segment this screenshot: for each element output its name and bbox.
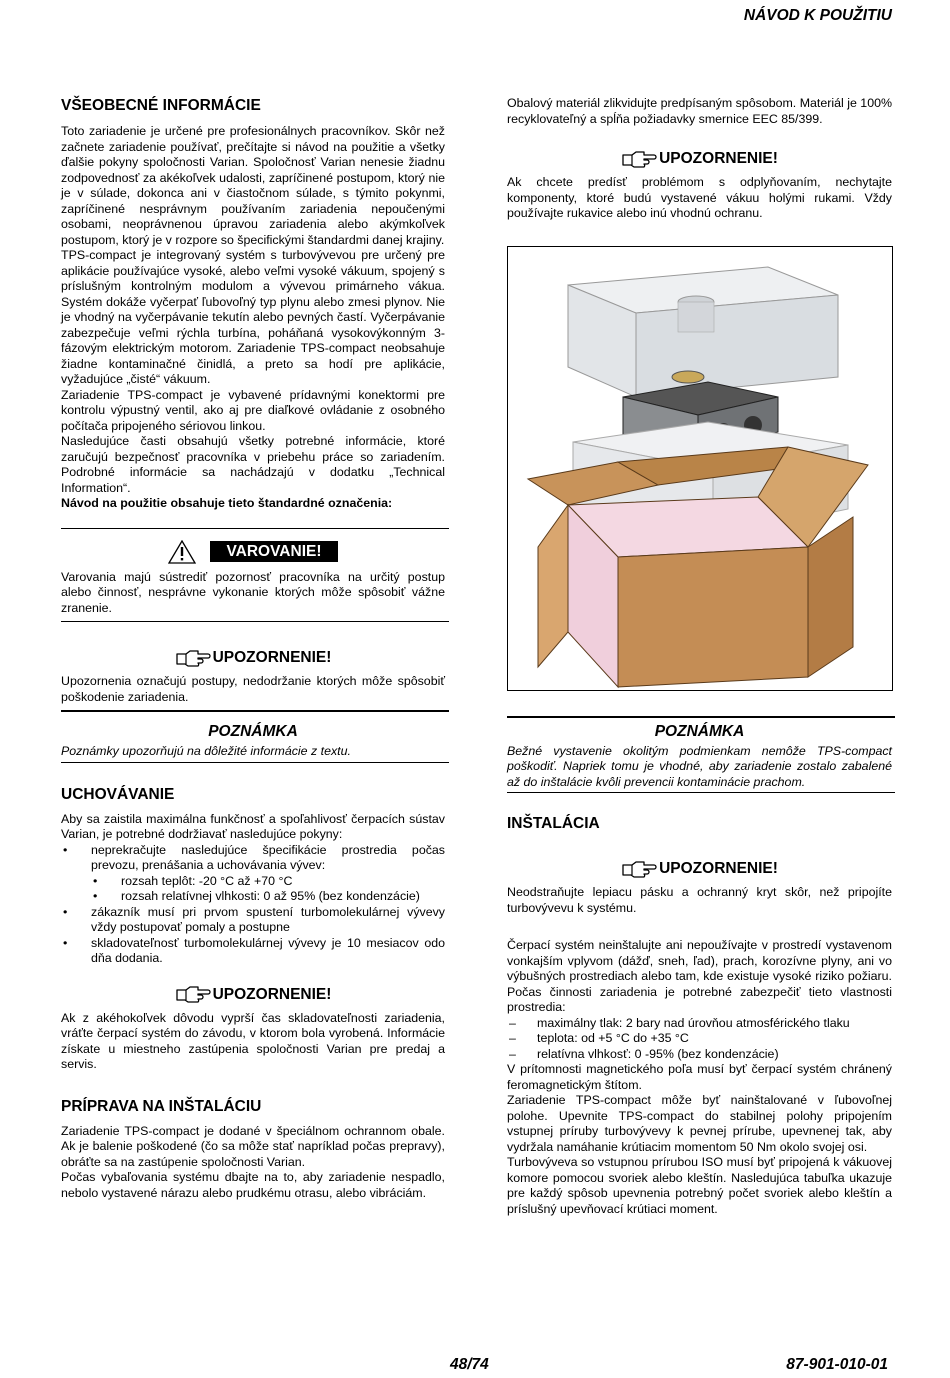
storage-bullet-1-text: neprekračujte nasledujúce špecifikácie prostredia počas prevozu, prenášania a uchovávania vývev:	[91, 842, 445, 872]
environment-item-pressure: – maximálny tlak: 2 bary nad úrovňou atmosférického tlaku	[507, 1016, 892, 1032]
storage-bullet-1	[61, 843, 445, 905]
warning-title-row	[61, 540, 445, 564]
caution-3-title: UPOZORNENIE!	[659, 150, 778, 167]
caution-3-title-row	[507, 149, 892, 168]
general-info-paragraph-4: Nasledujúce časti obsahujú všetky potrebné informácie, ktoré zaručujú bezpečnosť pracovníka v priebehu práce so zariadením. Podrobné informácie sa nachádzajú v dodatku „Technical Information“.	[61, 434, 445, 495]
note-2-title: POZNÁMKA	[654, 722, 745, 740]
note-1-text: Poznámky upozorňujú na dôležité informácie z textu.	[61, 744, 351, 758]
caution-1-title-row	[61, 648, 445, 667]
caution-1-text: Upozornenia označujú postupy, nedodržanie ktorých môže spôsobiť poškodenie zariadenia.	[61, 674, 445, 704]
storage-intro: Aby sa zaistila maximálna funkčnosť a spoľahlivosť čerpacích sústav Varian, je potrebné dodržiavať nasledujúce pokyny:	[61, 811, 445, 841]
document-code: 87-901-010-01	[786, 1356, 888, 1373]
caution-2-title: UPOZORNENIE!	[212, 985, 332, 1003]
storage-bullet-2: • zákazník musí pri prvom spustení turbomolekulárnej vývevy vždy postupovať pomaly a postupne	[61, 905, 445, 936]
general-info-heading: VŠEOBECNÉ INFORMÁCIE	[61, 97, 261, 114]
pump-box-illustration-image	[508, 247, 892, 690]
environment-requirements-list	[507, 1016, 892, 1063]
installation-heading: INŠTALÁCIA	[507, 815, 600, 832]
preparation-paragraph-2: Počas vybaľovania systému dbajte na to, aby zariadenie nespadlo, nebolo vystavené nárazu alebo prudkému otrasu, alebo vibráciám.	[61, 1170, 445, 1200]
general-info-paragraph-3: Zariadenie TPS-compact je vybavené prídavnými konektormi pre kontrolu výpustný ventil, ako aj pre diaľkové ovládanie z osobného počítača pripojeného sériovou linkou.	[61, 387, 445, 433]
pointing-hand-icon	[621, 860, 657, 878]
caution-4-title: UPOZORNENIE!	[659, 860, 778, 877]
caution-3-text: Ak chcete predísť problémom s odplyňovaním, nechytajte komponenty, ktoré budú vystavené vákuu holými rukami. Vždy používajte rukavice alebo inú vhodnú ochranu.	[507, 175, 892, 220]
document-header-title: NÁVOD K POUŽITIU	[743, 7, 892, 24]
storage-sublist	[91, 874, 445, 905]
general-info-paragraph-1: Toto zariadenie je určené pre profesionálnych pracovníkov. Skôr než začnete zariadenie používať, prečítajte si návod na použitie a všetky ďalšie pokyny spoločnosti Varian. Spoločnosť Varian nenesie žiadnu zodpovednosť za akékoľvek udalosti, zapríčinené postupom, ktorý nie je v súlade, dokonca ani v čiastočnom súlade, s týmito pokynmi, zapríčinené nesprávnym používaním zariadenia nepoučenými osobami, neoprávnenou úpravou zariadenia alebo akýmkoľvek postupom, ktorý je v rozpore so špecifickými štandardmi danej krajiny.	[61, 124, 445, 247]
note-2-top-rule	[507, 716, 895, 718]
environment-paragraph-3: Zariadenie TPS-compact môže byť nainštalované v ľubovoľnej polohe. Upevnite TPS-compact do stabilnej polohy pripojením vstupnej príruby turbovývevy k pevnej prírube, upevnenej tak, aby vydržala namáhanie krútiacim momentom 50 Nm okolo svojej osi.	[507, 1093, 892, 1154]
environment-item-temperature: – teplota: od +5 °C do +35 °C	[507, 1031, 892, 1047]
environment-paragraph-2: V prítomnosti magnetického poľa musí byť čerpací systém chránený feromagnetickým štítom.	[507, 1062, 892, 1092]
warning-text: Varovania majú sústrediť pozornosť pracovníka na určitý postup alebo činnosť, nesprávne vykonanie ktorých môže spôsobiť vážne zranenie.	[61, 569, 445, 615]
note-1-bottom-rule	[61, 762, 449, 763]
pointing-hand-icon	[175, 985, 211, 1003]
right-column	[507, 96, 892, 1217]
caution-2-text: Ak z akéhokoľvek dôvodu vyprší čas skladovateľnosti zariadenia, vráťte čerpací systém do závodu, v ktorom bola vyrobená. Informácie získate u miestneho zastúpenia spoločnosti Varian pre predaj a servis.	[61, 1010, 445, 1071]
packaging-disposal-text: Obalový materiál zlikvidujte predpísaným spôsobom. Materiál je 100% recyklovateľný a spĺňa požiadavky smernice EEC 85/399.	[507, 96, 892, 126]
storage-bullet-3: • skladovateľnosť turbomolekulárnej vývevy je 10 mesiacov odo dňa dodania.	[61, 936, 445, 967]
storage-sub-bullet-1: • rozsah teplôt: -20 °C až +70 °C	[91, 874, 445, 890]
preparation-heading: PRÍPRAVA NA INŠTALÁCIU	[61, 1097, 262, 1115]
storage-sub-bullet-2: • rozsah relatívnej vlhkosti: 0 až 95% (bez kondenzácie)	[91, 889, 445, 905]
note-2-bottom-rule	[507, 792, 895, 793]
page-number: 48/74	[450, 1356, 489, 1373]
warning-triangle-icon	[168, 540, 196, 564]
caution-4-text: Neodstraňujte lepiacu pásku a ochranný kryt skôr, než pripojíte turbovývevu k systému.	[507, 885, 892, 915]
environment-paragraph-1: Čerpací systém neinštalujte ani nepoužívajte v prostredí vystavenom vonkajším vplyvom (dážď, sneh, ľad), prach, korozívne plyny, ani vo výbušných prostrediach alebo tam, kde existuje vysoké riziko požiaru. Počas činnosti zariadenia je potrebné zabezpečiť tieto vlastnosti prostredia:	[507, 938, 892, 1014]
preparation-paragraph-1: Zariadenie TPS-compact je dodané v špeciálnom ochrannom obale. Ak je balenie poškodené (čo sa môže stať napríklad počas prepravy), obráťte sa na zastúpenie spoločnosti Varian.	[61, 1123, 445, 1169]
general-info-paragraph-2: TPS-compact je integrovaný systém s turbovývevou pre určený pre aplikácie používajúce vysoké, alebo veľmi vysoké vákuum, spojený s príslušným kontrolným modulom a vývevou primárneho vákua. Systém dokáže vyčerpať ľubovoľný typ plynu alebo zmesi plynov. Nie je vhodný na vyčerpávanie tekutín alebo pevných častí. Vyčerpávanie zabezpečuje veľmi rýchla turbína, poháňaná vysokovýkonným 3-fázovým elektrickým motorom. Zariadenie TPS-compact neobsahuje žiadne kontaminačné činidlá, a preto sa hodí pre aplikácie, vyžadujúce „čisté“ vákuum.	[61, 248, 445, 386]
pointing-hand-icon	[621, 150, 657, 168]
caution-1-title: UPOZORNENIE!	[212, 649, 332, 666]
left-column	[61, 96, 445, 1201]
warning-bottom-rule	[61, 621, 449, 622]
caution-2-title-row	[61, 985, 445, 1004]
environment-paragraph-4: Turbovýveva so vstupnou prírubou ISO musí byť pripojená k vákuovej komore pomocou svoriek alebo kleštín. Nasledujúca tabuľka ukazuje pre každý spôsob upevnenia potrebný počet svoriek alebo kleštín a príslušný upevňovací krútiaci moment.	[507, 1155, 892, 1216]
warning-top-rule	[61, 528, 449, 529]
caution-1-bottom-rule	[61, 710, 449, 712]
unpacking-illustration	[507, 246, 893, 691]
warning-label: VAROVANIE!	[210, 541, 337, 562]
pointing-hand-icon	[175, 649, 211, 667]
caution-4-title-row	[507, 859, 892, 878]
environment-item-humidity: – relatívna vlhkosť: 0 -95% (bez kondenzácie)	[507, 1047, 892, 1063]
storage-heading: UCHOVÁVANIE	[61, 785, 175, 803]
note-1-title: POZNÁMKA	[208, 723, 298, 740]
storage-list	[61, 843, 445, 967]
note-2-text: Bežné vystavenie okolitým podmienkam nemôže TPS-compact poškodiť. Napriek tomu je vhodné, aby zariadenie zostalo zabalené až do inštalácie kvôli prevencii kontaminácie prachom.	[507, 743, 892, 789]
general-info-paragraph-5: Návod na použitie obsahuje tieto štandardné označenia:	[61, 496, 393, 510]
